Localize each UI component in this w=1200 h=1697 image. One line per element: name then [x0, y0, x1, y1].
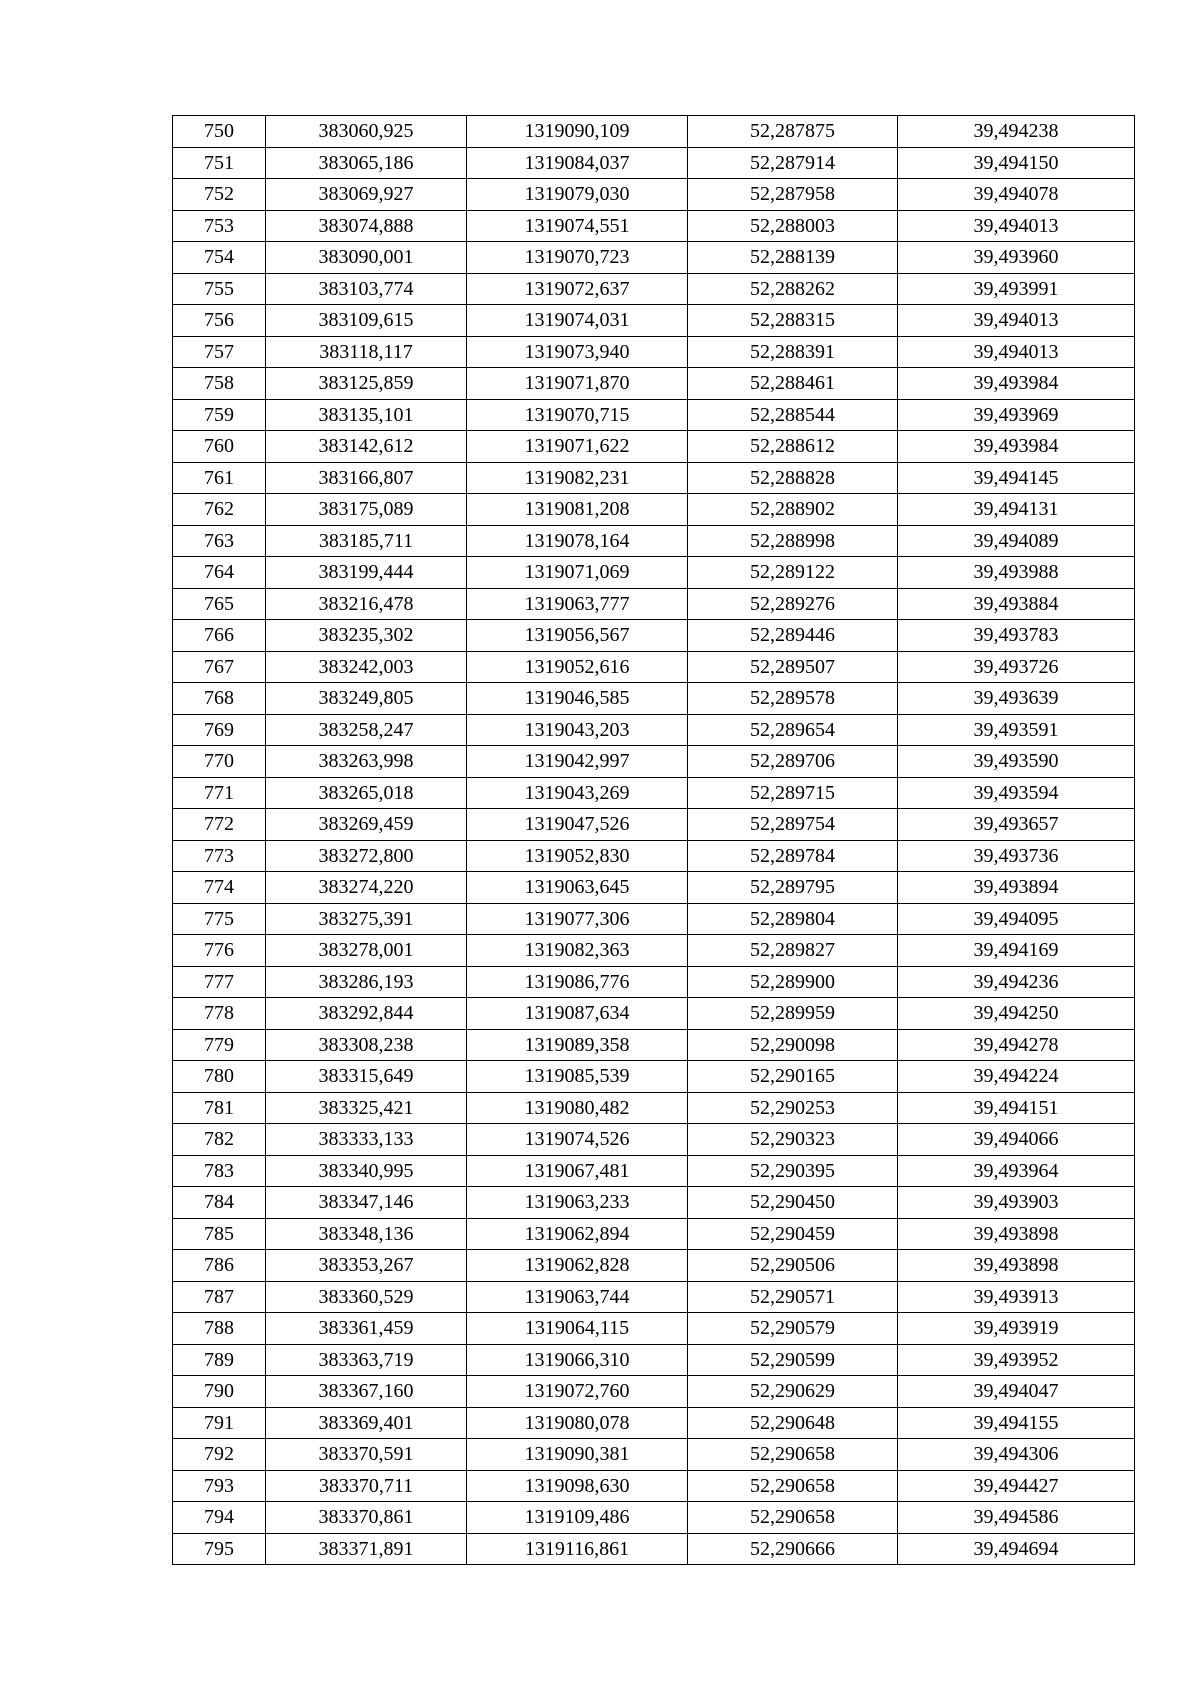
longitude-cell: 39,493919	[898, 1313, 1135, 1345]
y-coordinate-cell: 1319052,616	[467, 651, 688, 683]
x-coordinate-cell: 383333,133	[266, 1124, 467, 1156]
point-number-cell: 782	[173, 1124, 266, 1156]
x-coordinate-cell: 383142,612	[266, 431, 467, 463]
latitude-cell: 52,289827	[688, 935, 898, 967]
latitude-cell: 52,290395	[688, 1155, 898, 1187]
x-coordinate-cell: 383325,421	[266, 1092, 467, 1124]
point-number-cell: 771	[173, 777, 266, 809]
x-coordinate-cell: 383249,805	[266, 683, 467, 715]
table-row	[173, 1250, 1135, 1282]
x-coordinate-cell: 383370,861	[266, 1502, 467, 1534]
y-coordinate-cell: 1319047,526	[467, 809, 688, 841]
latitude-cell: 52,289795	[688, 872, 898, 904]
point-number-cell: 751	[173, 147, 266, 179]
y-coordinate-cell: 1319078,164	[467, 525, 688, 557]
y-coordinate-cell: 1319072,637	[467, 273, 688, 305]
x-coordinate-cell: 383361,459	[266, 1313, 467, 1345]
y-coordinate-cell: 1319042,997	[467, 746, 688, 778]
y-coordinate-cell: 1319063,744	[467, 1281, 688, 1313]
y-coordinate-cell: 1319109,486	[467, 1502, 688, 1534]
latitude-cell: 52,288139	[688, 242, 898, 274]
point-number-cell: 777	[173, 966, 266, 998]
coordinates-table	[172, 115, 1135, 1565]
latitude-cell: 52,288262	[688, 273, 898, 305]
point-number-cell: 766	[173, 620, 266, 652]
table-row	[173, 336, 1135, 368]
table-row	[173, 620, 1135, 652]
table-row	[173, 1533, 1135, 1565]
point-number-cell: 793	[173, 1470, 266, 1502]
x-coordinate-cell: 383370,711	[266, 1470, 467, 1502]
point-number-cell: 773	[173, 840, 266, 872]
x-coordinate-cell: 383065,186	[266, 147, 467, 179]
x-coordinate-cell: 383367,160	[266, 1376, 467, 1408]
latitude-cell: 52,287958	[688, 179, 898, 211]
latitude-cell: 52,289706	[688, 746, 898, 778]
longitude-cell: 39,493894	[898, 872, 1135, 904]
longitude-cell: 39,494151	[898, 1092, 1135, 1124]
y-coordinate-cell: 1319082,363	[467, 935, 688, 967]
x-coordinate-cell: 383118,117	[266, 336, 467, 368]
x-coordinate-cell: 383348,136	[266, 1218, 467, 1250]
latitude-cell: 52,289715	[688, 777, 898, 809]
latitude-cell: 52,289804	[688, 903, 898, 935]
y-coordinate-cell: 1319079,030	[467, 179, 688, 211]
x-coordinate-cell: 383292,844	[266, 998, 467, 1030]
point-number-cell: 788	[173, 1313, 266, 1345]
table-row	[173, 966, 1135, 998]
point-number-cell: 785	[173, 1218, 266, 1250]
x-coordinate-cell: 383090,001	[266, 242, 467, 274]
x-coordinate-cell: 383275,391	[266, 903, 467, 935]
latitude-cell: 52,289654	[688, 714, 898, 746]
longitude-cell: 39,493952	[898, 1344, 1135, 1376]
point-number-cell: 767	[173, 651, 266, 683]
table-row	[173, 1344, 1135, 1376]
table-row	[173, 557, 1135, 589]
point-number-cell: 760	[173, 431, 266, 463]
table-row	[173, 1029, 1135, 1061]
table-row	[173, 1313, 1135, 1345]
table-row	[173, 462, 1135, 494]
latitude-cell: 52,289754	[688, 809, 898, 841]
y-coordinate-cell: 1319090,381	[467, 1439, 688, 1471]
latitude-cell: 52,289900	[688, 966, 898, 998]
table-row	[173, 1407, 1135, 1439]
longitude-cell: 39,493639	[898, 683, 1135, 715]
latitude-cell: 52,288612	[688, 431, 898, 463]
point-number-cell: 787	[173, 1281, 266, 1313]
table-row	[173, 1470, 1135, 1502]
x-coordinate-cell: 383340,995	[266, 1155, 467, 1187]
y-coordinate-cell: 1319086,776	[467, 966, 688, 998]
y-coordinate-cell: 1319074,031	[467, 305, 688, 337]
y-coordinate-cell: 1319074,551	[467, 210, 688, 242]
longitude-cell: 39,494145	[898, 462, 1135, 494]
x-coordinate-cell: 383103,774	[266, 273, 467, 305]
point-number-cell: 779	[173, 1029, 266, 1061]
table-row	[173, 935, 1135, 967]
table-row	[173, 525, 1135, 557]
y-coordinate-cell: 1319063,645	[467, 872, 688, 904]
latitude-cell: 52,290450	[688, 1187, 898, 1219]
y-coordinate-cell: 1319070,715	[467, 399, 688, 431]
point-number-cell: 765	[173, 588, 266, 620]
x-coordinate-cell: 383274,220	[266, 872, 467, 904]
point-number-cell: 783	[173, 1155, 266, 1187]
point-number-cell: 762	[173, 494, 266, 526]
latitude-cell: 52,290323	[688, 1124, 898, 1156]
longitude-cell: 39,494238	[898, 116, 1135, 148]
latitude-cell: 52,290658	[688, 1439, 898, 1471]
latitude-cell: 52,290571	[688, 1281, 898, 1313]
x-coordinate-cell: 383135,101	[266, 399, 467, 431]
table-row	[173, 1218, 1135, 1250]
table-row	[173, 305, 1135, 337]
longitude-cell: 39,493984	[898, 431, 1135, 463]
table-row	[173, 431, 1135, 463]
latitude-cell: 52,287914	[688, 147, 898, 179]
point-number-cell: 759	[173, 399, 266, 431]
x-coordinate-cell: 383125,859	[266, 368, 467, 400]
y-coordinate-cell: 1319063,233	[467, 1187, 688, 1219]
longitude-cell: 39,494047	[898, 1376, 1135, 1408]
latitude-cell: 52,289446	[688, 620, 898, 652]
table-row	[173, 746, 1135, 778]
x-coordinate-cell: 383308,238	[266, 1029, 467, 1061]
x-coordinate-cell: 383272,800	[266, 840, 467, 872]
x-coordinate-cell: 383258,247	[266, 714, 467, 746]
x-coordinate-cell: 383269,459	[266, 809, 467, 841]
latitude-cell: 52,290098	[688, 1029, 898, 1061]
longitude-cell: 39,493898	[898, 1218, 1135, 1250]
y-coordinate-cell: 1319046,585	[467, 683, 688, 715]
longitude-cell: 39,493964	[898, 1155, 1135, 1187]
y-coordinate-cell: 1319073,940	[467, 336, 688, 368]
point-number-cell: 768	[173, 683, 266, 715]
longitude-cell: 39,494078	[898, 179, 1135, 211]
y-coordinate-cell: 1319081,208	[467, 494, 688, 526]
longitude-cell: 39,494236	[898, 966, 1135, 998]
longitude-cell: 39,493590	[898, 746, 1135, 778]
longitude-cell: 39,494250	[898, 998, 1135, 1030]
x-coordinate-cell: 383265,018	[266, 777, 467, 809]
y-coordinate-cell: 1319098,630	[467, 1470, 688, 1502]
latitude-cell: 52,290658	[688, 1470, 898, 1502]
table-row	[173, 777, 1135, 809]
point-number-cell: 754	[173, 242, 266, 274]
x-coordinate-cell: 383069,927	[266, 179, 467, 211]
point-number-cell: 761	[173, 462, 266, 494]
latitude-cell: 52,290666	[688, 1533, 898, 1565]
longitude-cell: 39,493783	[898, 620, 1135, 652]
table-row	[173, 1502, 1135, 1534]
longitude-cell: 39,493726	[898, 651, 1135, 683]
point-number-cell: 784	[173, 1187, 266, 1219]
table-row	[173, 588, 1135, 620]
longitude-cell: 39,494066	[898, 1124, 1135, 1156]
y-coordinate-cell: 1319072,760	[467, 1376, 688, 1408]
x-coordinate-cell: 383278,001	[266, 935, 467, 967]
x-coordinate-cell: 383363,719	[266, 1344, 467, 1376]
longitude-cell: 39,493988	[898, 557, 1135, 589]
y-coordinate-cell: 1319074,526	[467, 1124, 688, 1156]
latitude-cell: 52,289578	[688, 683, 898, 715]
y-coordinate-cell: 1319067,481	[467, 1155, 688, 1187]
longitude-cell: 39,493594	[898, 777, 1135, 809]
table-row	[173, 210, 1135, 242]
table-row	[173, 179, 1135, 211]
latitude-cell: 52,290579	[688, 1313, 898, 1345]
latitude-cell: 52,289507	[688, 651, 898, 683]
y-coordinate-cell: 1319043,269	[467, 777, 688, 809]
x-coordinate-cell: 383263,998	[266, 746, 467, 778]
table-row	[173, 903, 1135, 935]
longitude-cell: 39,494278	[898, 1029, 1135, 1061]
latitude-cell: 52,288461	[688, 368, 898, 400]
point-number-cell: 789	[173, 1344, 266, 1376]
longitude-cell: 39,493884	[898, 588, 1135, 620]
point-number-cell: 786	[173, 1250, 266, 1282]
longitude-cell: 39,494427	[898, 1470, 1135, 1502]
table-row	[173, 1439, 1135, 1471]
x-coordinate-cell: 383185,711	[266, 525, 467, 557]
point-number-cell: 790	[173, 1376, 266, 1408]
table-row	[173, 1376, 1135, 1408]
latitude-cell: 52,290459	[688, 1218, 898, 1250]
y-coordinate-cell: 1319080,482	[467, 1092, 688, 1124]
table-row	[173, 494, 1135, 526]
y-coordinate-cell: 1319084,037	[467, 147, 688, 179]
y-coordinate-cell: 1319082,231	[467, 462, 688, 494]
latitude-cell: 52,288828	[688, 462, 898, 494]
table-row	[173, 683, 1135, 715]
longitude-cell: 39,494013	[898, 336, 1135, 368]
longitude-cell: 39,493913	[898, 1281, 1135, 1313]
y-coordinate-cell: 1319064,115	[467, 1313, 688, 1345]
x-coordinate-cell: 383175,089	[266, 494, 467, 526]
table-row	[173, 1187, 1135, 1219]
longitude-cell: 39,494586	[898, 1502, 1135, 1534]
y-coordinate-cell: 1319077,306	[467, 903, 688, 935]
longitude-cell: 39,494169	[898, 935, 1135, 967]
y-coordinate-cell: 1319071,069	[467, 557, 688, 589]
table-row	[173, 368, 1135, 400]
point-number-cell: 778	[173, 998, 266, 1030]
longitude-cell: 39,494694	[898, 1533, 1135, 1565]
point-number-cell: 795	[173, 1533, 266, 1565]
point-number-cell: 756	[173, 305, 266, 337]
table-row	[173, 998, 1135, 1030]
point-number-cell: 774	[173, 872, 266, 904]
y-coordinate-cell: 1319056,567	[467, 620, 688, 652]
latitude-cell: 52,290165	[688, 1061, 898, 1093]
x-coordinate-cell: 383371,891	[266, 1533, 467, 1565]
x-coordinate-cell: 383074,888	[266, 210, 467, 242]
point-number-cell: 769	[173, 714, 266, 746]
latitude-cell: 52,288315	[688, 305, 898, 337]
x-coordinate-cell: 383369,401	[266, 1407, 467, 1439]
y-coordinate-cell: 1319080,078	[467, 1407, 688, 1439]
point-number-cell: 792	[173, 1439, 266, 1471]
table-row	[173, 399, 1135, 431]
x-coordinate-cell: 383235,302	[266, 620, 467, 652]
point-number-cell: 755	[173, 273, 266, 305]
point-number-cell: 776	[173, 935, 266, 967]
table-row	[173, 1124, 1135, 1156]
y-coordinate-cell: 1319066,310	[467, 1344, 688, 1376]
table-row	[173, 1092, 1135, 1124]
latitude-cell: 52,289122	[688, 557, 898, 589]
point-number-cell: 791	[173, 1407, 266, 1439]
y-coordinate-cell: 1319071,870	[467, 368, 688, 400]
table-row	[173, 1061, 1135, 1093]
longitude-cell: 39,494131	[898, 494, 1135, 526]
table-row	[173, 116, 1135, 148]
latitude-cell: 52,290506	[688, 1250, 898, 1282]
point-number-cell: 753	[173, 210, 266, 242]
y-coordinate-cell: 1319063,777	[467, 588, 688, 620]
longitude-cell: 39,493657	[898, 809, 1135, 841]
y-coordinate-cell: 1319070,723	[467, 242, 688, 274]
x-coordinate-cell: 383216,478	[266, 588, 467, 620]
longitude-cell: 39,494089	[898, 525, 1135, 557]
x-coordinate-cell: 383315,649	[266, 1061, 467, 1093]
point-number-cell: 750	[173, 116, 266, 148]
x-coordinate-cell: 383353,267	[266, 1250, 467, 1282]
latitude-cell: 52,289276	[688, 588, 898, 620]
table-row	[173, 273, 1135, 305]
x-coordinate-cell: 383370,591	[266, 1439, 467, 1471]
longitude-cell: 39,493960	[898, 242, 1135, 274]
latitude-cell: 52,290629	[688, 1376, 898, 1408]
point-number-cell: 775	[173, 903, 266, 935]
longitude-cell: 39,493898	[898, 1250, 1135, 1282]
x-coordinate-cell: 383360,529	[266, 1281, 467, 1313]
longitude-cell: 39,493969	[898, 399, 1135, 431]
table-row	[173, 242, 1135, 274]
latitude-cell: 52,288544	[688, 399, 898, 431]
longitude-cell: 39,494155	[898, 1407, 1135, 1439]
y-coordinate-cell: 1319090,109	[467, 116, 688, 148]
latitude-cell: 52,288902	[688, 494, 898, 526]
longitude-cell: 39,494306	[898, 1439, 1135, 1471]
latitude-cell: 52,290658	[688, 1502, 898, 1534]
table-row	[173, 840, 1135, 872]
x-coordinate-cell: 383242,003	[266, 651, 467, 683]
point-number-cell: 757	[173, 336, 266, 368]
y-coordinate-cell: 1319087,634	[467, 998, 688, 1030]
y-coordinate-cell: 1319085,539	[467, 1061, 688, 1093]
x-coordinate-cell: 383199,444	[266, 557, 467, 589]
longitude-cell: 39,494013	[898, 210, 1135, 242]
longitude-cell: 39,493591	[898, 714, 1135, 746]
table-row	[173, 872, 1135, 904]
point-number-cell: 781	[173, 1092, 266, 1124]
table-row	[173, 651, 1135, 683]
latitude-cell: 52,290648	[688, 1407, 898, 1439]
x-coordinate-cell: 383109,615	[266, 305, 467, 337]
point-number-cell: 752	[173, 179, 266, 211]
longitude-cell: 39,493736	[898, 840, 1135, 872]
x-coordinate-cell: 383166,807	[266, 462, 467, 494]
longitude-cell: 39,494013	[898, 305, 1135, 337]
table-row	[173, 1155, 1135, 1187]
longitude-cell: 39,494150	[898, 147, 1135, 179]
point-number-cell: 763	[173, 525, 266, 557]
point-number-cell: 758	[173, 368, 266, 400]
coordinates-table-body	[173, 116, 1135, 1565]
y-coordinate-cell: 1319062,894	[467, 1218, 688, 1250]
latitude-cell: 52,289784	[688, 840, 898, 872]
point-number-cell: 794	[173, 1502, 266, 1534]
y-coordinate-cell: 1319071,622	[467, 431, 688, 463]
longitude-cell: 39,494224	[898, 1061, 1135, 1093]
point-number-cell: 770	[173, 746, 266, 778]
y-coordinate-cell: 1319043,203	[467, 714, 688, 746]
latitude-cell: 52,288998	[688, 525, 898, 557]
latitude-cell: 52,287875	[688, 116, 898, 148]
table-row	[173, 809, 1135, 841]
y-coordinate-cell: 1319116,861	[467, 1533, 688, 1565]
y-coordinate-cell: 1319052,830	[467, 840, 688, 872]
latitude-cell: 52,290599	[688, 1344, 898, 1376]
x-coordinate-cell: 383347,146	[266, 1187, 467, 1219]
table-row	[173, 147, 1135, 179]
table-row	[173, 1281, 1135, 1313]
latitude-cell: 52,288003	[688, 210, 898, 242]
point-number-cell: 780	[173, 1061, 266, 1093]
point-number-cell: 772	[173, 809, 266, 841]
longitude-cell: 39,493991	[898, 273, 1135, 305]
latitude-cell: 52,289959	[688, 998, 898, 1030]
x-coordinate-cell: 383286,193	[266, 966, 467, 998]
longitude-cell: 39,494095	[898, 903, 1135, 935]
point-number-cell: 764	[173, 557, 266, 589]
y-coordinate-cell: 1319089,358	[467, 1029, 688, 1061]
latitude-cell: 52,290253	[688, 1092, 898, 1124]
longitude-cell: 39,493984	[898, 368, 1135, 400]
y-coordinate-cell: 1319062,828	[467, 1250, 688, 1282]
x-coordinate-cell: 383060,925	[266, 116, 467, 148]
longitude-cell: 39,493903	[898, 1187, 1135, 1219]
latitude-cell: 52,288391	[688, 336, 898, 368]
table-row	[173, 714, 1135, 746]
